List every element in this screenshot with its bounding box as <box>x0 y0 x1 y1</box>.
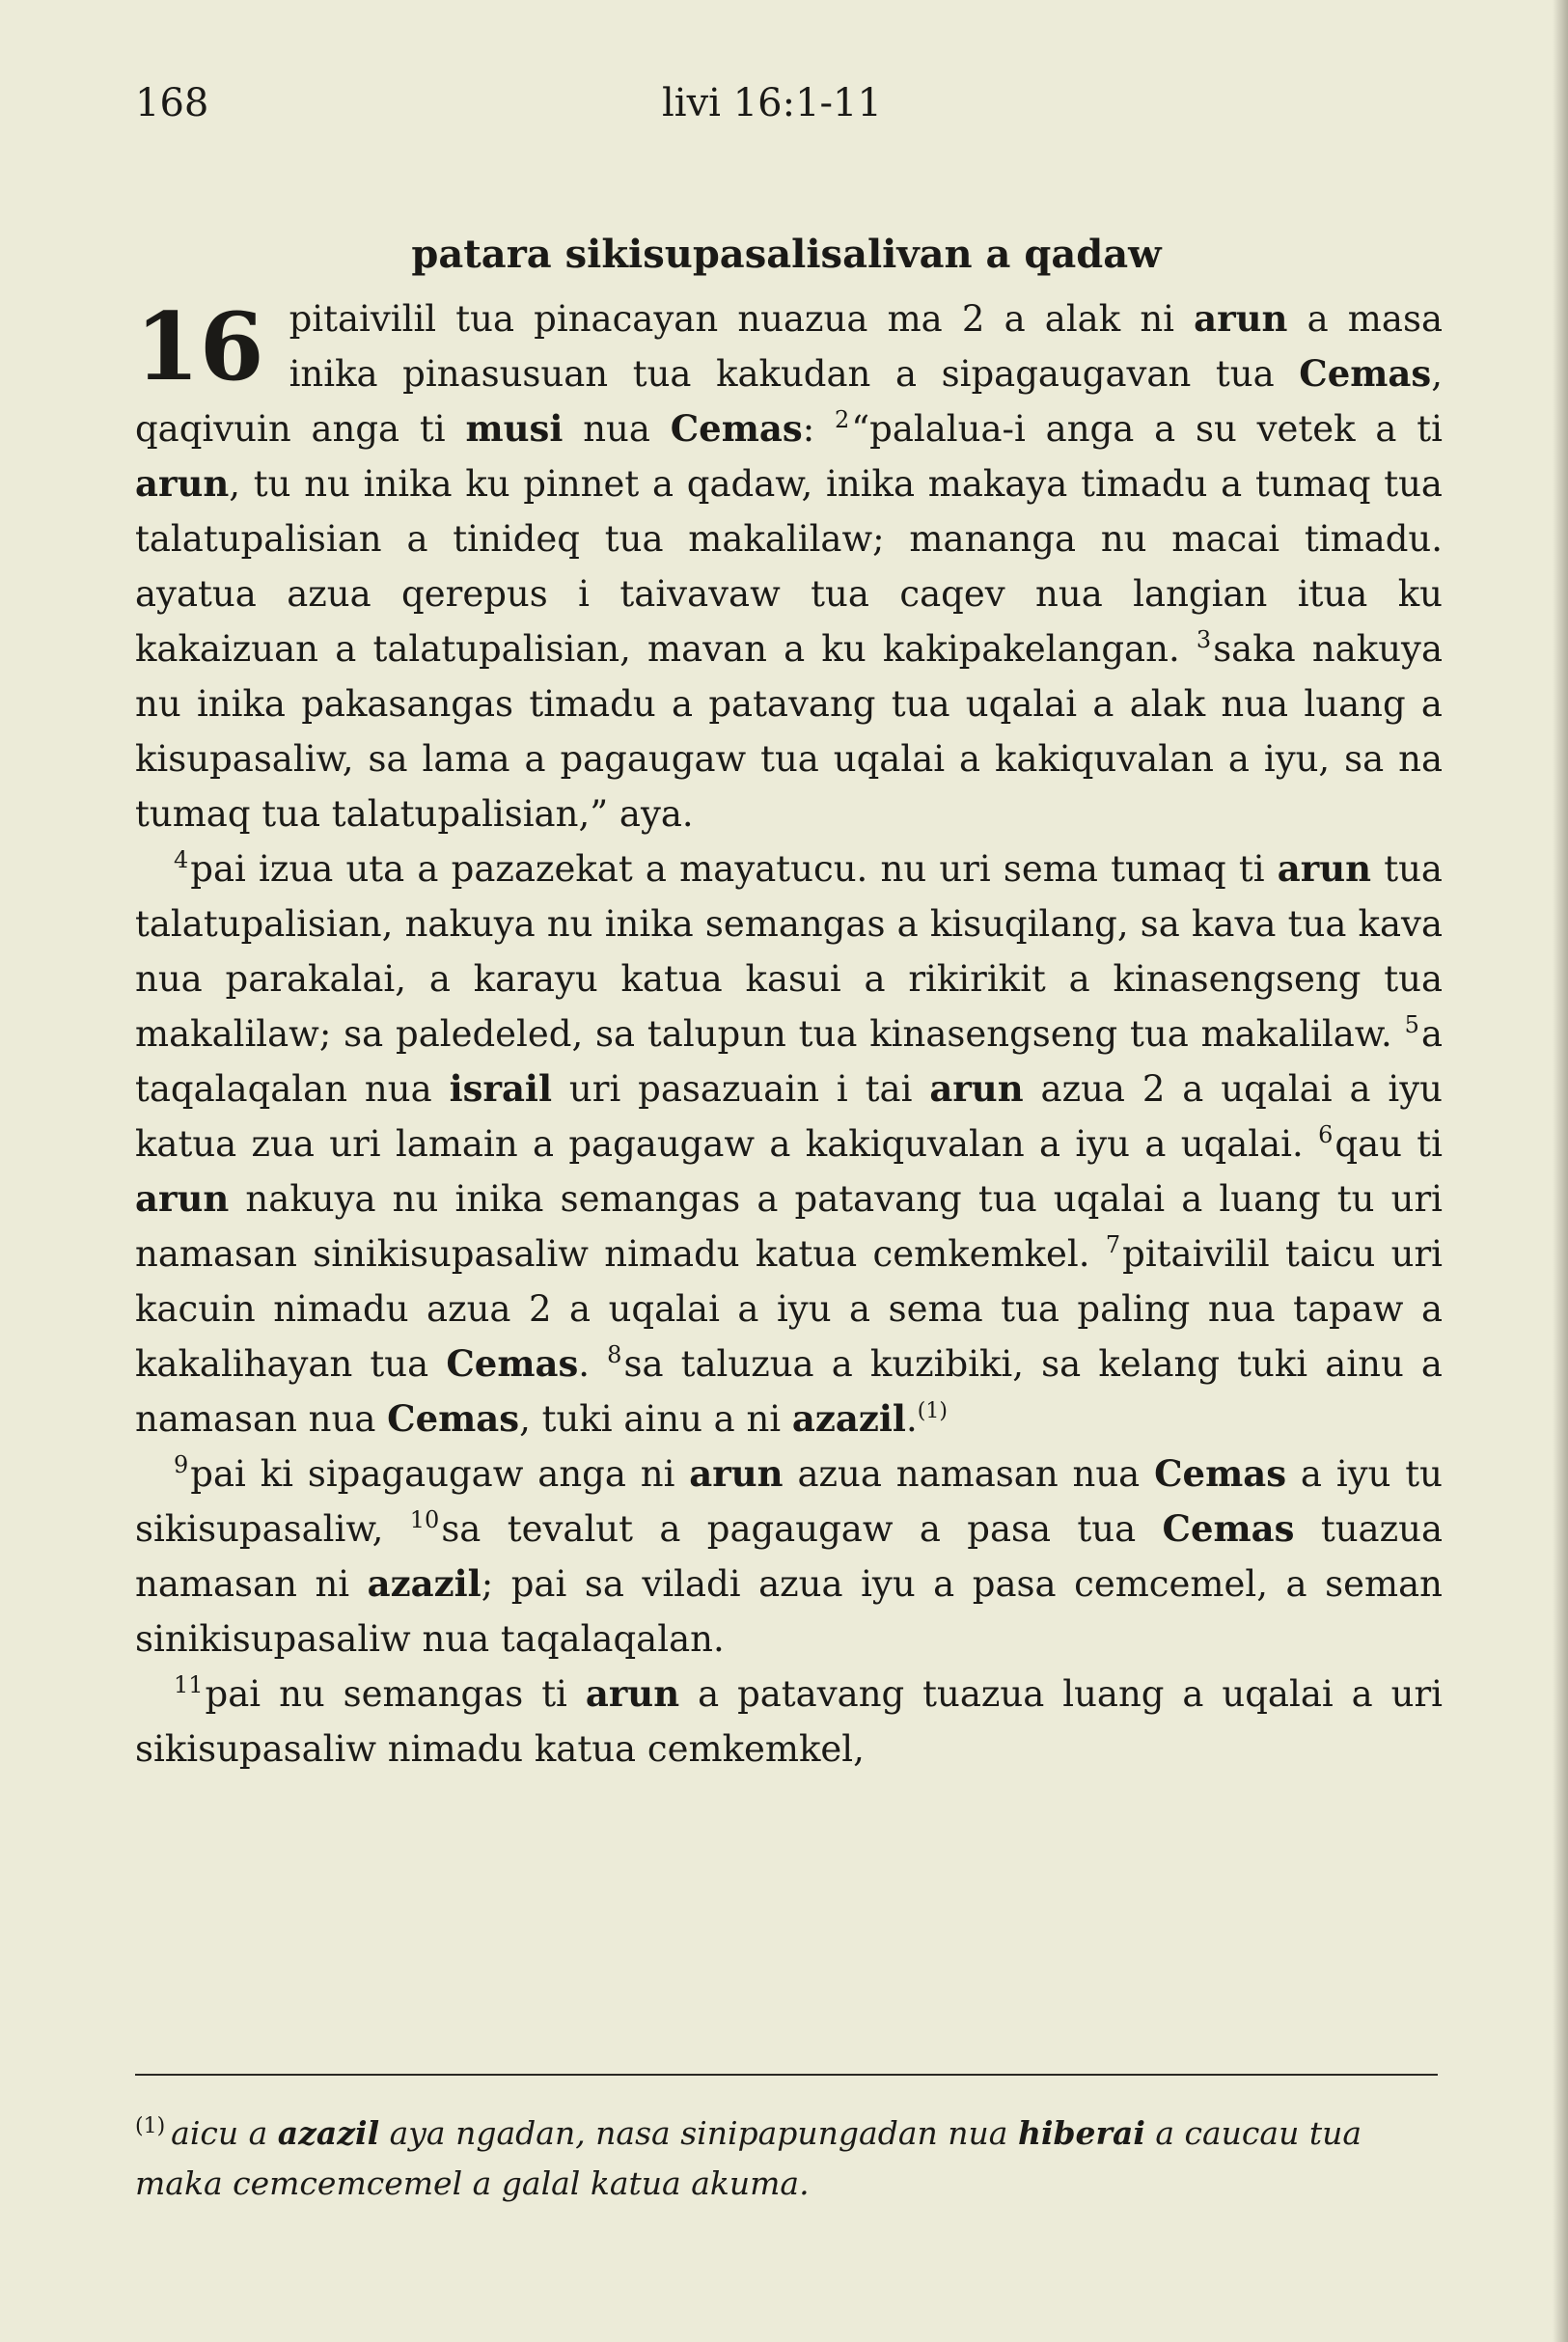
footnote-marker: (1) <box>135 2114 166 2138</box>
verse-text: pitaivilil tua pinacayan nuazua ma 2 a alak ni <box>289 298 1195 340</box>
bold-name: Cemas <box>670 407 803 450</box>
footnote-text: aicu a <box>171 2114 278 2152</box>
verse-text: saka nakuya nu inika pakasangas timadu a patavang tua uqalai a alak nua luang a kisupasaliw, sa lama a pagaugaw tua uqalai a kakiquvalan a iyu, sa na tumaq tua talatupalisian,” aya. <box>135 628 1444 835</box>
bold-name: azazil <box>367 1562 481 1605</box>
bold-name: Cemas <box>1299 352 1432 395</box>
verse-number: 10 <box>409 1506 440 1533</box>
verse-number: 2 <box>834 406 850 433</box>
verse-text: . <box>906 1398 918 1440</box>
verse-text: pai izua uta a pazazekat a mayatucu. nu uri sema tumaq ti <box>190 848 1278 890</box>
bold-name: israil <box>449 1067 553 1110</box>
footnote-divider <box>135 2074 1438 2076</box>
bold-name: arun <box>135 462 230 505</box>
verse-paragraph <box>135 1447 1443 1667</box>
footnote-reference[interactable]: (1) <box>917 1399 948 1423</box>
verse-text: “palalua-i anga a su vetek a ti <box>851 408 1443 450</box>
bold-name: arun <box>585 1672 680 1715</box>
verse-text: pai ki sipagaugaw anga ni <box>190 1453 690 1495</box>
verse-number: 4 <box>174 846 189 873</box>
verse-number: 11 <box>174 1671 204 1698</box>
chapter-verse-range: livi 16:1-11 <box>662 81 882 125</box>
verse-text: ; pai sa viladi azua iyu a pasa cemcemel, a seman sinikisupasaliw nua taqalaqalan. <box>135 1563 1443 1660</box>
page-edge-shadow <box>1553 0 1568 2342</box>
bold-name: musi <box>465 407 564 450</box>
verse-number: 6 <box>1318 1121 1334 1148</box>
verse-paragraph <box>135 841 1443 1447</box>
verse-text: qau ti <box>1334 1123 1443 1165</box>
verse-number: 7 <box>1105 1231 1121 1258</box>
bold-name: arun <box>689 1452 784 1495</box>
bold-name: arun <box>1194 297 1288 340</box>
footnote-bold-term: hiberai <box>1017 2114 1145 2152</box>
bold-name: Cemas <box>387 1397 520 1440</box>
verse-text: , tu nu inika ku pinnet a qadaw, inika makaya timadu a tumaq tua talatupalisian a tinideq tua makalilaw; mananga nu macai timadu. ayatua azua qerepus i taivavaw tua caqev nua langian itua ku kakaizuan a talatupalisian, mavan a ku kakipakelangan. <box>135 463 1443 670</box>
verse-number: 3 <box>1196 626 1212 653</box>
verse-text: pai nu semangas ti <box>205 1673 586 1715</box>
verse-text: a iyu tu sikisupasaliw, <box>135 1453 1443 1550</box>
verse-text: sa tevalut a pagaugaw a pasa tua <box>441 1508 1163 1550</box>
page-number: 168 <box>135 81 209 125</box>
verse-text: a taqalaqalan nua <box>135 1013 1443 1110</box>
verse-text: tua talatupalisian, nakuya nu inika semangas a kisuqilang, sa kava tua kava nua parakalai, a karayu katua kasui a rikirikit a kinasengseng tua makalilaw; sa paledeled, sa talupun tua kinasengseng tua makalilaw. <box>135 848 1443 1055</box>
section-heading: patara sikisupasalisalivan a qadaw <box>411 232 1162 277</box>
bold-name: Cemas <box>446 1342 579 1385</box>
verse-text: azua namasan nua <box>783 1453 1155 1495</box>
verse-text: pitaivilil taicu uri kacuin nimadu azua 2 a uqalai a iyu a sema tua paling nua tapaw a kakalihayan tua <box>135 1233 1443 1385</box>
verse-paragraph <box>135 291 1443 841</box>
bold-name: Cemas <box>1162 1507 1295 1550</box>
bold-name: azazil <box>791 1397 906 1440</box>
verse-text: , tuki ainu a ni <box>519 1398 792 1440</box>
verse-text: tuazua namasan ni <box>135 1508 1443 1605</box>
verse-text: , qaqivuin anga ti <box>135 353 1443 450</box>
scripture-text <box>135 291 1443 1777</box>
footnote-bold-term: azazil <box>277 2114 380 2152</box>
verse-text: a masa inika pinasusuan tua kakudan a sipagaugavan tua <box>289 298 1444 395</box>
bold-name: Cemas <box>1154 1452 1287 1495</box>
verse-text: nua <box>563 408 671 450</box>
verse-text: : <box>802 408 835 450</box>
verse-text: azua 2 a uqalai a iyu katua zua uri lamain a pagaugaw a kakiquvalan a iyu a uqalai. <box>135 1068 1443 1165</box>
verse-text: sa taluzua a kuzibiki, sa kelang tuki ainu a namasan nua <box>135 1343 1443 1440</box>
verse-text: . <box>578 1343 608 1385</box>
bold-name: arun <box>929 1067 1024 1110</box>
verse-number: 9 <box>174 1451 189 1478</box>
bold-name: arun <box>1277 847 1372 890</box>
verse-text: a patavang tuazua luang a uqalai a uri sikisupasaliw nimadu katua cemkemkel, <box>135 1673 1443 1770</box>
bold-name: arun <box>135 1177 230 1220</box>
chapter-number: 16 <box>135 292 264 401</box>
running-head <box>135 81 1438 129</box>
verse-text: nakuya nu inika semangas a patavang tua uqalai a luang tu uri namasan sinikisupasaliw nimadu katua cemkemkel. <box>135 1178 1443 1275</box>
verse-number: 5 <box>1404 1011 1419 1038</box>
verse-paragraph <box>135 1667 1443 1777</box>
verse-text: uri pasazuain i tai <box>552 1068 930 1110</box>
footnote-text: aya ngadan, nasa sinipapungadan nua <box>379 2114 1018 2152</box>
footnote-text: a caucau tua maka cemcemcemel a galal katua akuma. <box>135 2114 1362 2202</box>
verse-number: 8 <box>607 1341 622 1368</box>
footnote <box>135 2108 1438 2209</box>
